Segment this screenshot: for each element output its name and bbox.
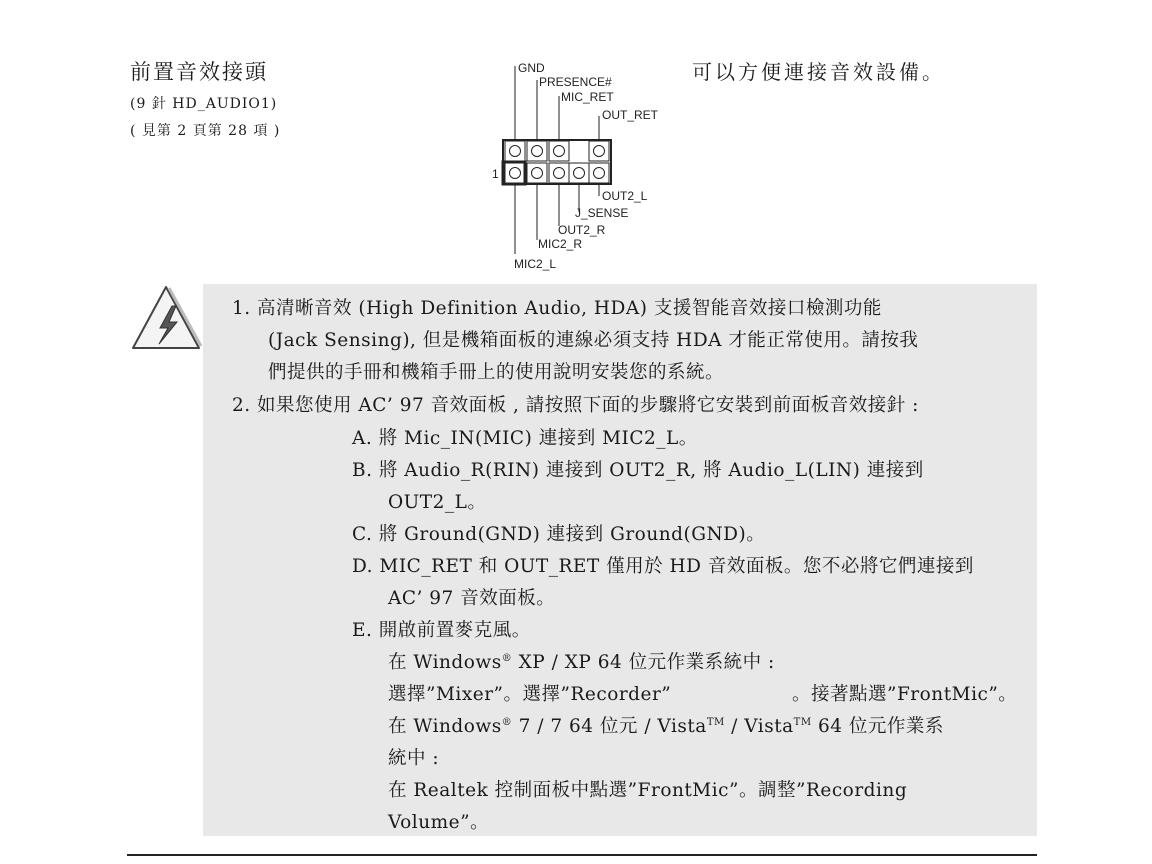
- label-mic-ret: MIC_RET: [561, 90, 614, 104]
- note-1-line-2: (Jack Sensing), 但是機箱面板的連線必須支持 HDA 才能正常使用。請按我: [268, 330, 919, 351]
- pin-out2-r: [554, 168, 565, 179]
- label-out2-l: OUT2_L: [602, 189, 648, 203]
- pin-count-label: (9 針 HD_AUDIO1): [130, 96, 278, 112]
- header-description: 可以方便連接音效設備。: [692, 60, 945, 84]
- step-e-line-6: 在 Realtek 控制面板中點選”FrontMic”。調整”Recording: [388, 780, 908, 801]
- label-j-sense: J_SENSE: [575, 206, 629, 220]
- step-e-line-5: 統中 :: [388, 748, 440, 769]
- pin-out-ret: [594, 146, 605, 157]
- pin-j-sense: [574, 168, 585, 179]
- step-e-text: 64 位元作業系: [811, 716, 944, 737]
- warning-lightning-icon: [126, 282, 206, 354]
- pin-mic-ret: [554, 146, 565, 157]
- label-mic2-r: MIC2_R: [538, 237, 583, 251]
- registered-mark: ®: [501, 716, 513, 728]
- step-e-text: 在 Windows: [388, 716, 502, 737]
- step-e-line-2: [388, 648, 775, 674]
- trademark-mark: TM: [706, 716, 725, 728]
- step-e-line-1: E. 開啟前置麥克風。: [352, 620, 531, 641]
- note-2-line-1: 2. 如果您使用 AC’ 97 音效面板 , 請按照下面的步驟將它安裝到前面板音效接針 :: [232, 395, 919, 416]
- step-e-line-4: [388, 712, 944, 738]
- label-pin1: 1: [492, 167, 499, 181]
- label-out2-r: OUT2_R: [558, 223, 606, 237]
- registered-mark: ®: [501, 652, 513, 664]
- pin-out2-l: [594, 168, 605, 179]
- step-e-line-7: Volume”。: [388, 812, 490, 833]
- step-e-text: / Vista: [724, 716, 794, 737]
- trademark-mark: TM: [793, 716, 812, 728]
- note-1-line-1: 1. 高清晰音效 (High Definition Audio, HDA) 支援智能音效接口檢測功能: [232, 298, 882, 319]
- audio-header-pin-diagram: [480, 58, 680, 278]
- pin-presence: [532, 146, 543, 157]
- step-c: C. 將 Ground(GND) 連接到 Ground(GND)。: [352, 524, 766, 545]
- step-b-line-2: OUT2_L。: [388, 492, 487, 513]
- label-mic2-l: MIC2_L: [514, 257, 557, 271]
- label-gnd: GND: [518, 61, 545, 75]
- page-reference: ( 見第 2 頁第 28 項 ): [130, 123, 281, 139]
- pin-gnd: [510, 146, 521, 157]
- section-title: 前置音效接頭: [130, 60, 268, 84]
- pin-mic2-r: [532, 168, 543, 179]
- note-1-line-3: 們提供的手冊和機箱手冊上的使用說明安裝您的系統。: [268, 362, 725, 383]
- step-a: A. 將 Mic_IN(MIC) 連接到 MIC2_L。: [352, 428, 698, 449]
- step-d-line-2: AC’ 97 音效面板。: [388, 588, 556, 609]
- bottom-divider: [127, 854, 1037, 856]
- step-e-text: XP / XP 64 位元作業系統中 :: [512, 652, 775, 673]
- step-e-text: 7 / 7 64 位元 / Vista: [512, 716, 707, 737]
- label-out-ret: OUT_RET: [602, 108, 659, 122]
- pin-mic2-l: [510, 168, 521, 179]
- step-e-line-3a: 選擇”Mixer”。選擇”Recorder”: [388, 684, 672, 705]
- label-presence: PRESENCE#: [539, 75, 612, 89]
- step-b-line-1: B. 將 Audio_R(RIN) 連接到 OUT2_R, 將 Audio_L(LIN) 連接到: [352, 460, 924, 481]
- step-e-text: 在 Windows: [388, 652, 502, 673]
- step-d-line-1: D. MIC_RET 和 OUT_RET 僅用於 HD 音效面板。您不必將它們連接到: [352, 556, 974, 577]
- step-e-line-3b: 。接著點選”FrontMic”。: [792, 684, 1018, 705]
- pin1-marker: [503, 162, 525, 184]
